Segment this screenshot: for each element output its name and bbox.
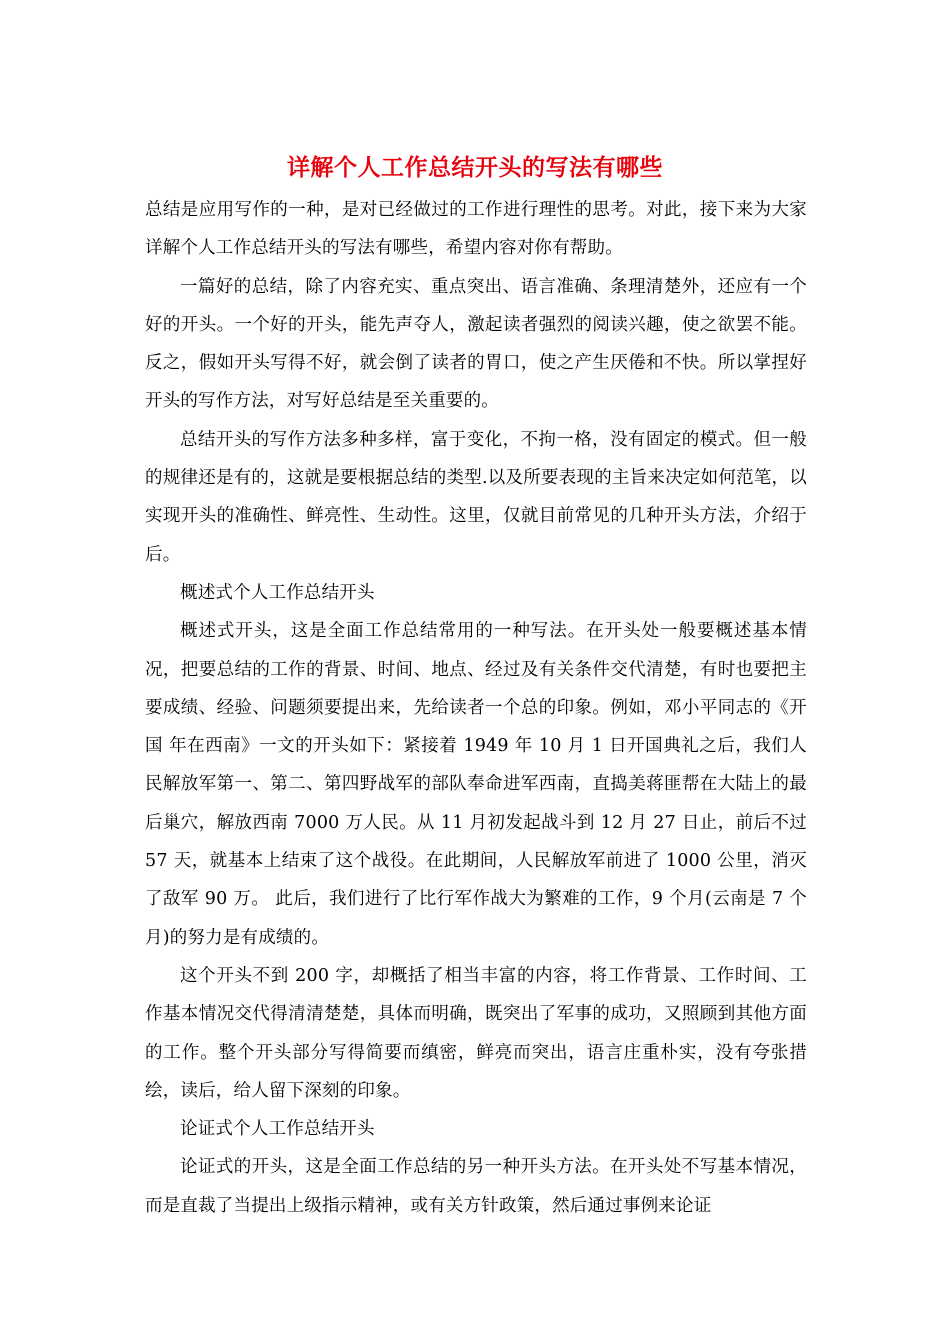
paragraph: 总结是应用写作的一种，是对已经做过的工作进行理性的思考。对此，接下来为大家详解个人工作总结开头的写法有哪些，希望内容对你有帮助。 (145, 200, 807, 259)
paragraph: 这个开头不到 200 字，却概括了相当丰富的内容，将工作背景、工作时间、工作基本情况交代得清清楚楚，具体而明确，既突出了军事的成功，又照顾到其他方面的工作。整个开头部分写得简要而缜密，鲜亮而突出，语言庄重朴实，没有夸张措绘，读后，给人留下深刻的印象。 (145, 965, 807, 1101)
paragraph: 总结开头的写作方法多种多样，富于变化，不拘一格，没有固定的模式。但一般的规律还是有的，这就是要根据总结的类型.以及所要表现的主旨来决定如何范笔，以实现开头的准确性、鲜亮性、生动性。这里，仅就目前常见的几种开头方法，介绍于后。 (145, 429, 807, 565)
paragraph: 一篇好的总结，除了内容充实、重点突出、语言准确、条理清楚外，还应有一个好的开头。一个好的开头，能先声夺人，激起读者强烈的阅读兴趣，使之欲罢不能。反之，假如开头写得不好，就会倒了读者的胃口，使之产生厌倦和不快。所以掌捏好开头的写作方法，对写好总结是至关重要的。 (145, 276, 807, 412)
paragraph: 概述式个人工作总结开头 (180, 582, 375, 603)
document-body (145, 191, 807, 1225)
paragraph: 概述式开头，这是全面工作总结常用的一种写法。在开头处一般要概述基本情况，把要总结的工作的背景、时间、地点、经过及有关条件交代清楚，有时也要把主要成绩、经验、问题须要提出来，先给读者一个总的印象。例如，邓小平同志的《开国 年在西南》一文的开头如下：紧接着 1949 年 10 月 1 日开国典礼之后，我们人民解放军第一、第二、第四野战军的部队奉命进军西南，直捣美蒋匪帮在大陆上的最后巢穴，解放西南 7000 万人民。从 11 月初发起战斗到 12 月 27 日止，前后不过 57 天，就基本上结束了这个战役。在此期间，人民解放军前进了 1000 公里，消灭了敌军 90 万。 此后，我们进行了比行军作战大为繁难的工作，9 个月(云南是 7 个月)的努力是有成绩的。 (145, 621, 807, 948)
paragraph: 论证式的开头，这是全面工作总结的另一种开头方法。在开头处不写基本情况，而是直裁了当提出上级指示精神，或有关方针政策，然后通过事例来论证 (145, 1157, 807, 1216)
document-title: 详解个人工作总结开头的写法有哪些 (287, 154, 663, 181)
paragraph: 论证式个人工作总结开头 (180, 1119, 375, 1140)
